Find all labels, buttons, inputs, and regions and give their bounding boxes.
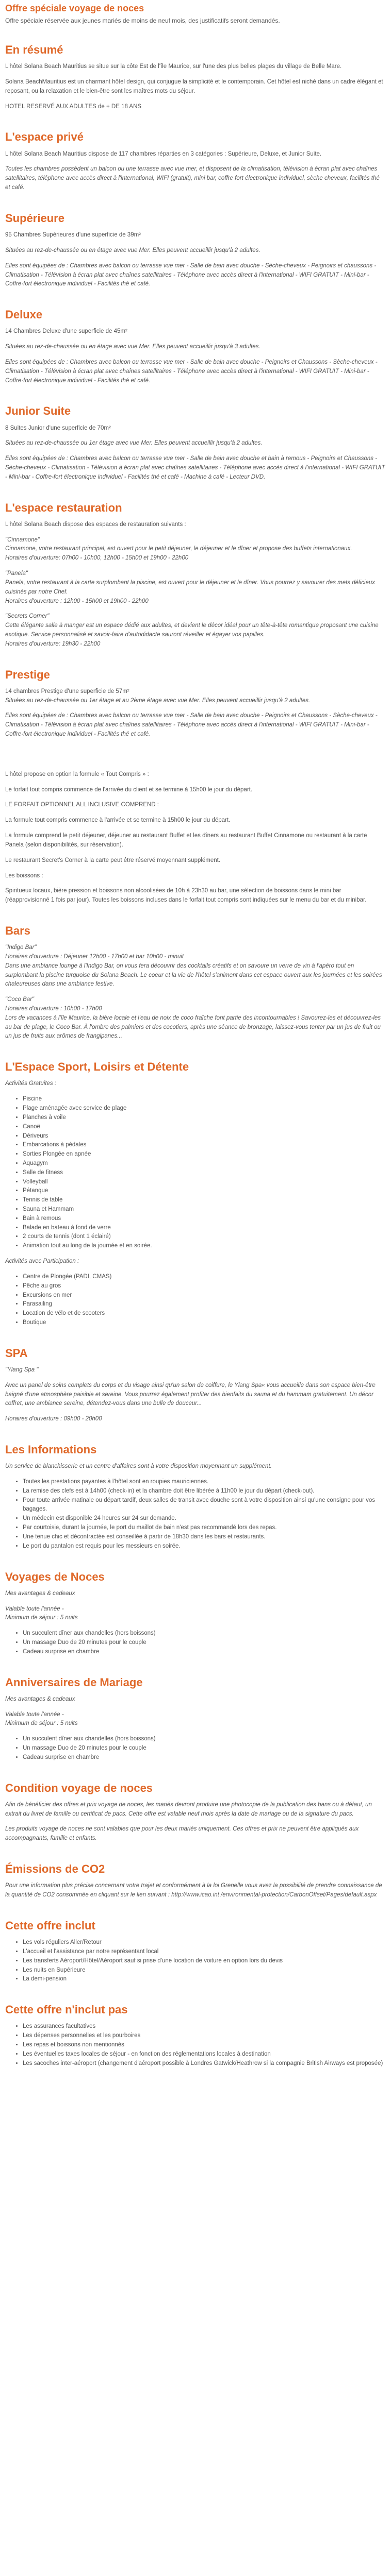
co2-title: Émissions de CO2 (5, 1862, 105, 1876)
inclut-title: Cette offre inclut (5, 1919, 95, 1932)
anniversaires-section (5, 1676, 386, 1762)
list-item: • Volleyball (23, 1178, 386, 1187)
junior-title: Junior Suite (5, 404, 71, 418)
list-item: • Les transferts Aéroport/Hôtel/Aéroport sauf si prise d'une location de voiture en option lors du devis (23, 1957, 386, 1966)
conditions-paragraph-1: Afin de bénéficier des offres et prix voyage de noces, les mariés devront produire une photocopie de la publication des bans ou à défaut, un extrait du livret de famille ou certificat de pacs. Cette offre est valable neuf mois après la date de mariage ou de la signature du pacs. (5, 1801, 372, 1817)
list-item: • Boutique (23, 1318, 386, 1328)
bar-1-hours: Horaires d'ouverture : Déjeuner 12h00 - 17h00 et bar 10h00 - minuit (5, 953, 184, 960)
restaurant-1-name: "Cinnamone" (5, 536, 40, 543)
superieure-paragraph-3: Elles sont équipées de : Chambres avec balcon ou terrasse vue mer - Salle de bain avec douche - Sèche-cheveux - Peignoirs et chaussons - Climatisation - Télévision à écran plat avec chaînes satellitaires - Téléphone avec accès direct à l'international - WIFI GRATUIT - Mini-bar - Coffre-fort électronique individuel - Facilités thé et café. (5, 262, 377, 287)
superieure-title: Supérieure (5, 211, 64, 225)
intro-subtitle: Offre spéciale réservée aux jeunes mariés de moins de neuf mois, des justificatifs seront demandés. (5, 17, 280, 24)
noces-section (5, 1571, 386, 1657)
junior-section (5, 405, 386, 482)
bar-1-name: "Indigo Bar" (5, 944, 37, 951)
anniversaires-title: Anniversaires de Mariage (5, 1675, 143, 1689)
formule-paragraph-6: Le restaurant Secret's Corner à la carte peut être réservé moyennant supplément. (5, 857, 221, 863)
prive-section (5, 131, 386, 192)
formule-paragraph-1: L'hôtel propose en option la formule « Tout Compris » : (5, 771, 149, 777)
deluxe-paragraph-2: Situées au rez-de-chaussée ou en étage avec vue Mer. Elles peuvent accueillir jusqu'à 3 adultes. (5, 344, 260, 350)
noninclut-section (5, 2004, 386, 2068)
formule-paragraph-4: La formule tout compris commence à l'arrivée et se termine à 15h00 le jour du départ. (5, 817, 231, 824)
formule-paragraph-7: Les boissons : (5, 872, 43, 879)
prestige-section (5, 669, 386, 739)
list-item: • Excursions en mer (23, 1291, 386, 1300)
list-item: • Piscine (23, 1095, 386, 1104)
list-item: • Sauna et Hammam (23, 1205, 386, 1214)
restaurant-2-text: Panela, votre restaurant à la carte surplombant la piscine, est ouvert pour le déjeuner et le dîner. Vous pourrez y savourer des mets délicieux cuisinés par notre Chef. (5, 579, 376, 595)
formule-paragraph-3: LE FORFAIT OPTIONNEL ALL INCLUSIVE COMPREND : (5, 802, 159, 808)
prestige-title: Prestige (5, 668, 50, 681)
list-item: • Les dépenses personnelles et les pourboires (23, 2031, 386, 2041)
list-item: • Un massage Duo de 20 minutes pour le couple (23, 1638, 386, 1648)
conditions-section (5, 1782, 386, 1843)
paid-activities-list (5, 1273, 386, 1328)
list-item: • Les nuits en Supérieure (23, 1966, 386, 1975)
list-item: • Par courtoisie, durant la journée, le port du maillot de bain n'est pas recommandé lors des repas. (23, 1523, 386, 1533)
prive-paragraph-1: L'hôtel Solana Beach Mauritius dispose de 117 chambres réparties en 3 catégories : Supérieure, Deluxe, et Junior Suite. (5, 150, 322, 157)
spa-section (5, 1347, 386, 1424)
restauration-title: L'espace restauration (5, 501, 122, 514)
conditions-paragraph-2: Les produits voyage de noces ne sont valables que pour les deux mariés uniquement. Ces offres et prix ne peuvent être appliqués aux accompagnants, famille et enfants. (5, 1826, 359, 1842)
prive-paragraph-2: Toutes les chambres possèdent un balcon ou une terrasse avec vue mer, et disposent de la climatisation, télévision à écran plat avec chaînes satellitaires, téléphone avec accès direct à l'international, WIFI (gratuit), mini bar, coffre fort électronique individuel, sèche cheveux, facilités thé et café. (5, 166, 380, 191)
noces-list (5, 1629, 386, 1656)
noninclut-title: Cette offre n'inclut pas (5, 2003, 128, 2016)
junior-paragraph-3: Elles sont équipées de : Chambres avec balcon ou terrasse vue mer - Salle de bain avec douche et bain à remous - Peignoirs et Chaussons - Sèche-cheveux - Climatisation - Télévision à écran plat avec chaînes satellitaires - Téléphone avec accès direct à l'international - WIFI GRATUIT - Mini-bar - Coffre-fort électronique individuel - Facilités thé et café - Machine à café - Lecteur DVD. (5, 455, 385, 480)
superieure-paragraph-2: Situées au rez-de-chaussée ou en étage avec vue Mer. Elles peuvent accueillir jusqu'à 2 adultes. (5, 247, 260, 253)
anniversaires-validity: Valable toute l'année - (5, 1711, 64, 1718)
list-item: • Un succulent dîner aux chandelles (hors boissons) (23, 1735, 386, 1744)
anniversaires-label: Mes avantages & cadeaux (5, 1696, 75, 1702)
list-item: • Location de vélo et de scooters (23, 1309, 386, 1318)
list-item: • Pour toute arrivée matinale ou départ tardif, deux salles de transit avec douche sont à votre disposition ainsi qu'une consigne pour vos bagages. (23, 1496, 386, 1515)
restauration-intro: L'hôtel Solana Beach dispose des espaces de restauration suivants : (5, 521, 186, 528)
free-activities-list (5, 1095, 386, 1251)
list-item: • Canoë (23, 1123, 386, 1132)
noces-validity: Valable toute l'année - (5, 1605, 64, 1612)
list-item: • Centre de Plongée (PADI, CMAS) (23, 1273, 386, 1282)
restaurant-3-hours: Horaires d'ouverture: 19h30 - 22h00 (5, 640, 101, 647)
formule-paragraph-2: Le forfait tout compris commence de l'arrivée du client et se termine à 15h00 le jour du départ. (5, 786, 253, 793)
list-item: • Balade en bateau à fond de verre (23, 1224, 386, 1233)
spa-title: SPA (5, 1346, 28, 1360)
list-item: • Les éventuelles taxes locales de séjour - en fonction des réglementations locales à destination (23, 2050, 386, 2059)
resume-paragraph-3: HOTEL RESERVÉ AUX ADULTES de + DE 18 ANS (5, 103, 142, 110)
restaurant-3-text: Cette élégante salle à manger est un espace dédié aux adultes, et devient le décor idéal pour un tête-à-tête romantique proposant une cuisine exotique. Service personnalisé et savoir-faire d'autodidacte sauront réveiller et égayer vos papilles. (5, 622, 379, 638)
list-item: • Animation tout au long de la journée et en soirée. (23, 1242, 386, 1251)
co2-paragraph: Pour une information plus précise concernant votre trajet et conformément à la loi Grenelle vous avez la possibilité de prendre connaissance de la quantité de CO2 consommée en cliquant sur le lien suivant : http://www.icao.int /environmental-protection/CarbonOffset/Pages/default.aspx (5, 1883, 382, 1899)
sport-section (5, 1061, 386, 1328)
spa-hours: Horaires d'ouverture : 09h00 - 20h00 (5, 1416, 102, 1422)
sport-title: L'Espace Sport, Loisirs et Détente (5, 1060, 189, 1074)
resume-title: En résumé (5, 43, 63, 56)
list-item: • Sorties Plongée en apnée (23, 1150, 386, 1159)
list-item: • Embarcations à pédales (23, 1141, 386, 1150)
bar-2-name: "Coco Bar" (5, 996, 35, 1003)
infos-paragraph: Un service de blanchisserie et un centre d'affaires sont à votre disposition moyennant un supplément. (5, 1463, 272, 1470)
list-item: • Bain à remous (23, 1214, 386, 1224)
list-item: • Salle de fitness (23, 1168, 386, 1178)
list-item: • Pêche au gros (23, 1282, 386, 1291)
anniversaires-list (5, 1735, 386, 1762)
deluxe-paragraph-3: Elles sont équipées de : Chambres avec balcon ou terrasse vue mer - Salle de bain avec douche - Peignoirs et Chaussons - Sèche-cheveux - Climatisation - Télévision à écran plat avec chaînes satellitaires - Téléphone avec accès direct à l'international - WIFI GRATUIT - Mini-bar - Coffre-fort électronique individuel - Facilités thé et café. (5, 359, 378, 384)
list-item: • Plage aménagée avec service de plage (23, 1104, 386, 1113)
list-item: • La demi-pension (23, 1975, 386, 1984)
prestige-paragraph-2: Situées au rez-de-chaussée ou 1er étage et au 2ème étage avec vue Mer. Elles peuvent accueillir jusqu'à 2 adultes. (5, 697, 311, 704)
restaurant-3-name: "Secrets Corner" (5, 613, 50, 620)
list-item: • Pétanque (23, 1187, 386, 1196)
junior-paragraph-2: Situées au rez-de-chaussée ou 1er étage avec vue Mer. Elles peuvent accueillir jusqu'à 2 adultes. (5, 440, 263, 447)
restauration-section (5, 502, 386, 649)
deluxe-section (5, 309, 386, 385)
restaurant-1-text: Cinnamone, votre restaurant principal, est ouvert pour le petit déjeuner, le déjeuner et le dîner et propose des buffets internationaux. (5, 546, 352, 552)
list-item: • Parasailing (23, 1300, 386, 1309)
list-item: • Un succulent dîner aux chandelles (hors boissons) (23, 1629, 386, 1638)
superieure-section (5, 212, 386, 289)
list-item: • Les repas et boissons non mentionnés (23, 2041, 386, 2050)
bars-title: Bars (5, 924, 30, 937)
list-item: • 2 courts de tennis (dont 1 éclairé) (23, 1232, 386, 1242)
superieure-paragraph-1: 95 Chambres Supérieures d'une superficie de 39m² (5, 232, 141, 239)
bar-1-text: Dans une ambiance lounge à l'Indigo Bar, on vous fera découvrir des cocktails créatifs et on savoure un verre de vin à l'apéro tout en surplombant la piscine turquoise du Solana Beach. Le coeur et la vie de l'hôtel s'animent dans cet espace ouvert aux les journées et les soirées chaleureuses dans une ambiance festive. (5, 962, 382, 988)
bar-2-hours: Horaires d'ouverture : 10h00 - 17h00 (5, 1006, 102, 1012)
restaurant-2-name: "Panela" (5, 570, 28, 577)
list-item: • La remise des clefs est à 14h00 (check-in) et la chambre doit être libérée à 11h00 le jour du départ (check-out). (23, 1487, 386, 1496)
co2-section (5, 1863, 386, 1900)
resume-section (5, 44, 386, 111)
list-item: • Aquagym (23, 1159, 386, 1168)
list-item: • Toutes les prestations payantes à l'hôtel sont en roupies mauriciennes. (23, 1478, 386, 1487)
list-item: • Cadeau surprise en chambre (23, 1648, 386, 1657)
bars-section (5, 925, 386, 1041)
spa-text: Avec un panel de soins complets du corps et du visage ainsi qu'un salon de coiffure, le Ylang Spa« vous accueille dans son espace bien-être baigné d'une atmosphère paisible et sereine. Vous pourrez également profiter des bienfaits du sauna et du hammam gratuitement. Un décor coffret, une ambiance sereine, détendez-vous dans une bulle de douceur... (5, 1382, 376, 1407)
infos-list (5, 1478, 386, 1551)
prestige-paragraph-1: 14 chambres Prestige d'une superficie de 57m² (5, 688, 129, 694)
infos-section (5, 1444, 386, 1551)
junior-paragraph-1: 8 Suites Junior d'une superficie de 70m² (5, 425, 111, 431)
resume-paragraph-1: L'hôtel Solana Beach Mauritius se situe sur la côte Est de l'île Maurice, sur l'une des plus belles plages du village de Belle Mare. (5, 63, 342, 70)
intro-title: Offre spéciale voyage de noces (5, 3, 144, 13)
list-item: • Un massage Duo de 20 minutes pour le couple (23, 1744, 386, 1753)
formule-paragraph-5: La formule comprend le petit déjeuner, déjeuner au restaurant Buffet et les dîners au restaurant Buffet Cinnamone ou restaurant à la carte Panela (selon disponibilités, sur réservation). (5, 833, 367, 848)
noces-min-stay: Minimum de séjour : 5 nuits (5, 1615, 78, 1621)
resume-paragraph-2: Solana BeachMauritius est un charmant hôtel design, qui conjugue la simplicité et le contemporain. Cet hôtel est niché dans un cadre élégant et reposant, ou la relaxation et le bien-être sont les maîtres mots du séjour. (5, 79, 383, 94)
noninclut-list (5, 2022, 386, 2068)
inclut-section (5, 1920, 386, 1984)
list-item: • Planches à voile (23, 1113, 386, 1123)
list-item: • Une tenue chic et décontractée est conseillée à partir de 18h30 dans les bars et restaurants. (23, 1533, 386, 1542)
list-item: • Un médecin est disponible 24 heures sur 24 sur demande. (23, 1514, 386, 1523)
free-activities-label: Activités Gratuites : (5, 1080, 57, 1087)
list-item: • Les sacoches inter-aéroport (changement d'aéroport possible à Londres Gatwick/Heathrow si la compagnie British Airways est proposée) (23, 2059, 386, 2069)
prive-title: L'espace privé (5, 130, 84, 144)
restaurant-2-hours: Horaires d'ouverture : 12h00 - 15h00 et 19h00 - 22h00 (5, 598, 149, 604)
restaurant-1-hours: Horaires d'ouverture: 07h00 - 10h00, 12h00 - 15h00 et 19h00 - 22h00 (5, 555, 189, 562)
list-item: • Cadeau surprise en chambre (23, 1753, 386, 1762)
noces-title: Voyages de Noces (5, 1570, 105, 1583)
formule-section (5, 770, 386, 905)
list-item: • Dériveurs (23, 1132, 386, 1141)
list-item: • Le port du pantalon est requis pour les messieurs en soirée. (23, 1542, 386, 1551)
list-item: • Les vols réguliers Aller/Retour (23, 1938, 386, 1947)
deluxe-title: Deluxe (5, 308, 43, 321)
deluxe-paragraph-1: 14 Chambres Deluxe d'une superficie de 45m² (5, 328, 127, 335)
list-item: • Les assurances facultatives (23, 2022, 386, 2031)
conditions-title: Condition voyage de noces (5, 1781, 153, 1794)
bar-2-text: Lors de vacances à l'île Maurice, la bière locale et l'eau de noix de coco fraîche font partie des incontournables ! Savourez-les et découvrez-les au bar de plage, le Coco Bar. À l'ombre des palmiers et des cocotiers, après une séance de bronzage, laissez-vous tenter par un jus de fruit ou un jus de fruits aux arômes de frangipanes... (5, 1014, 381, 1040)
list-item: • L'accueil et l'assistance par notre représentant local (23, 1947, 386, 1957)
formule-paragraph-8: Spiritueux locaux, bière pression et boissons non alcoolisées de 10h à 23h30 au bar, une sélection de boissons dans le mini bar (réapprovisionné 1 fois par jour). Toutes les boissons incluses dans le forfait tout compris sont indiquées sur le menu du bar et du minibar. (5, 888, 367, 904)
list-item: • Tennis de table (23, 1196, 386, 1205)
intro-section (5, 3, 386, 24)
spa-name: "Ylang Spa " (5, 1366, 39, 1373)
infos-title: Les Informations (5, 1443, 97, 1456)
noces-label: Mes avantages & cadeaux (5, 1590, 75, 1597)
paid-activities-label: Activités avec Participation : (5, 1258, 79, 1265)
anniversaires-min-stay: Minimum de séjour : 5 nuits (5, 1720, 78, 1727)
prestige-paragraph-3: Elles sont équipées de : Chambres avec balcon ou terrasse vue mer - Salle de bain avec douche - Peignoirs et Chaussons - Sèche-cheveux - Climatisation - Télévision à écran plat avec chaînes satellitaires - Téléphone avec accès direct à l'international - WIFI GRATUIT - Mini-bar - Coffre-fort électronique individuel - Facilités thé et café. (5, 713, 378, 737)
inclut-list (5, 1938, 386, 1984)
